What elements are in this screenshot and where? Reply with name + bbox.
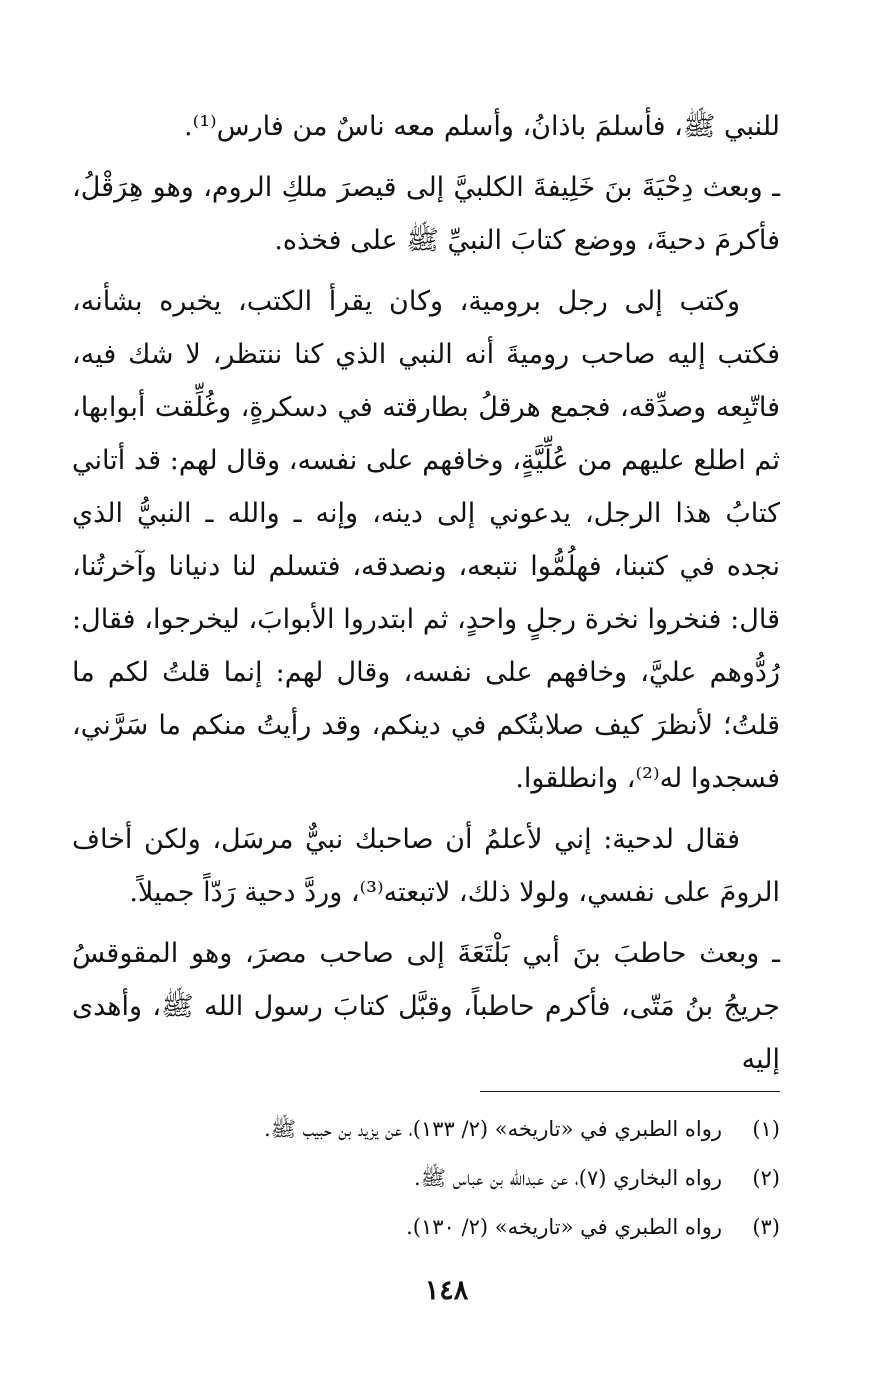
- footnote-separator: [480, 1091, 780, 1092]
- footnote-number: (١): [752, 1117, 780, 1141]
- footnote-text: رواه الطبري في «تاريخه» (٢/ ١٣٣)، عن يزيد بن حبيب ﷺ.: [263, 1117, 722, 1141]
- page-number: ١٤٨: [424, 1275, 469, 1306]
- footnote-number: (٣): [752, 1215, 780, 1239]
- footnote-text: رواه الطبري في «تاريخه» (٢/ ١٣٠).: [406, 1215, 722, 1239]
- paragraph-1: للنبي ﷺ، فأسلمَ باذانُ، وأسلم معه ناسٌ من فارس⁽¹⁾.: [184, 111, 780, 142]
- paragraph-5: ـ وبعث حاطبَ بنَ أبي بَلْتَعَةَ إلى صاحب مصرَ، وهو المقوقسُ جريجُ بنُ مَتّى، فأكرم حاطباً، وقبَّل كتابَ رسول الله ﷺ، وأهدى إليه: [72, 938, 780, 1075]
- paragraph-2: ـ وبعث دِحْيَةَ بنَ خَلِيفةَ الكلبيَّ إلى قيصرَ ملكِ الروم، وهو هِرَقْلُ، فأكرمَ دحيةَ، ووضع كتابَ النبيِّ ﷺ على فخذه.: [72, 172, 780, 256]
- footnote-2: [72, 1154, 780, 1203]
- main-text: [72, 100, 780, 1086]
- footnotes: [72, 1105, 780, 1252]
- footnote-text: رواه البخاري (٧)، عن عبدالله بن عباس ﷺ.: [413, 1166, 722, 1190]
- paragraph-3: وكتب إلى رجل برومية، وكان يقرأ الكتب، يخبره بشأنه، فكتب إليه صاحب روميةَ أنه النبي الذي كنا ننتظر، لا شك فيه، فاتّبِعه وصدِّقه، فجمع هرقلُ بطارقته في دسكرةٍ، وغُلِّقت أبوابها، ثم اطلع عليهم من عُلِّيَّةٍ، وخافهم على نفسه، وقال لهم: قد أتاني كتابُ هذا الرجل، يدعوني إلى دينه، وإنه ـ والله ـ النبيُّ الذي نجده في كتبنا، فهلُمُّوا نتبعه، ونصدقه، فتسلم لنا دنيانا وآخرتُنا، قال: فنخروا نخرة رجلٍ واحدٍ، ثم ابتدروا الأبوابَ، ليخرجوا، فقال: رُدُّوهم عليَّ، وخافهم على نفسه، وقال لهم: إنما قلتُ لكم ما قلتُ؛ لأنظرَ كيف صلابتُكم في دينكم، وقد رأيتُ منكم ما سَرَّني، فسجدوا له⁽²⁾، وانطلقوا.: [72, 286, 781, 794]
- footnote-3: [72, 1203, 780, 1252]
- paragraph-4: فقال لدحية: إني لأعلمُ أن صاحبك نبيٌّ مرسَل، ولكن أخاف الرومَ على نفسي، ولولا ذلك، لاتبعته⁽³⁾، وردَّ دحية رَدّاً جميلاً.: [72, 824, 780, 908]
- footnote-1: [72, 1105, 780, 1154]
- footnote-number: (٢): [752, 1166, 780, 1190]
